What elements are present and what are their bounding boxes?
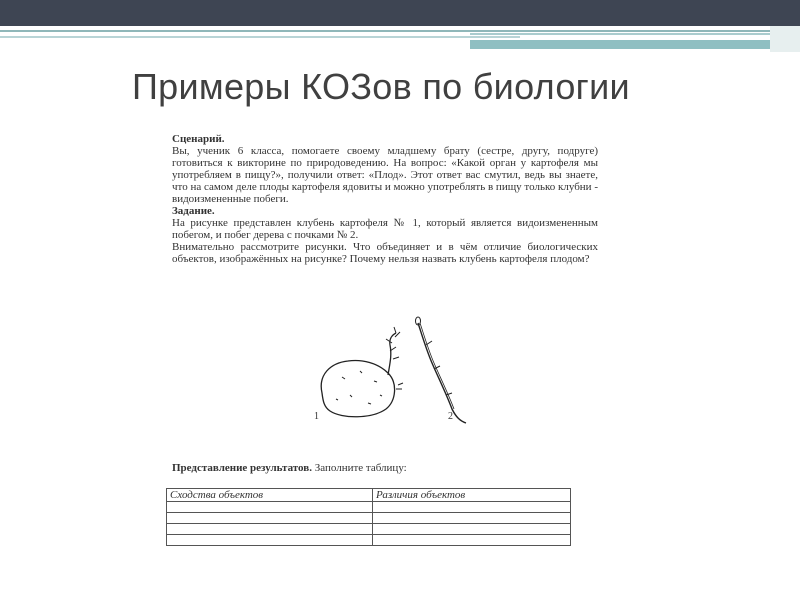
slide-top-bar: [0, 0, 800, 26]
decor-stripe: [0, 30, 800, 32]
document-body: [172, 133, 598, 265]
table-cell: [167, 502, 373, 513]
table-cell: [167, 535, 373, 546]
table-header-similarities: Сходства объектов: [167, 489, 373, 502]
decor-stripe: [470, 33, 800, 35]
figure-illustration: [300, 315, 500, 425]
scenario-heading: Сценарий.: [172, 133, 225, 145]
task-text-1: На рисунке представлен клубень картофеля № 1, который является видоизмененным побегом, и побег дерева с почками № 2.: [172, 217, 598, 241]
table-cell: [373, 502, 571, 513]
table-cell: [373, 513, 571, 524]
potato-eyes: [336, 371, 382, 404]
figure-label-1: 1: [314, 411, 319, 422]
results-line: [172, 462, 407, 474]
table-row: [167, 524, 571, 535]
task-heading: Задание.: [172, 205, 215, 217]
table-cell: [373, 524, 571, 535]
table-header-row: [167, 489, 571, 502]
slide-title: Примеры КОЗов по биологии: [132, 66, 630, 107]
decor-corner: [770, 26, 800, 52]
table-row: [167, 535, 571, 546]
results-text: Заполните таблицу:: [314, 462, 407, 474]
decor-stripe: [470, 40, 800, 49]
table-row: [167, 513, 571, 524]
table-row: [167, 502, 571, 513]
table-cell: [373, 535, 571, 546]
comparison-table: [166, 488, 571, 546]
table-cell: [167, 513, 373, 524]
figure-label-2: 2: [448, 411, 453, 422]
potato-tuber-drawing: [321, 361, 394, 417]
results-heading: Представление результатов.: [172, 462, 312, 474]
table-cell: [167, 524, 373, 535]
task-text-2: Внимательно рассмотрите рисунки. Что объединяет и в чём отличие биологических объектов, изображённых на рисунке? Почему нельзя назвать клубень картофеля плодом?: [172, 241, 598, 265]
scenario-text: Вы, ученик 6 класса, помогаете своему младшему брату (сестре, другу, подруге) готовиться к викторине по природоведению. На вопрос: «Какой орган у картофеля мы употребляем в пищу?», получили ответ: «Плод». Этот ответ вас смутил, ведь вы знаете, что на самом деле плоды картофеля ядовиты и можно употреблять в пищу только клубни - видоизмененные побеги.: [172, 145, 598, 205]
table-header-differences: Различия объектов: [373, 489, 571, 502]
decor-stripe: [0, 36, 520, 38]
potato-sprout-drawing: [388, 333, 396, 375]
